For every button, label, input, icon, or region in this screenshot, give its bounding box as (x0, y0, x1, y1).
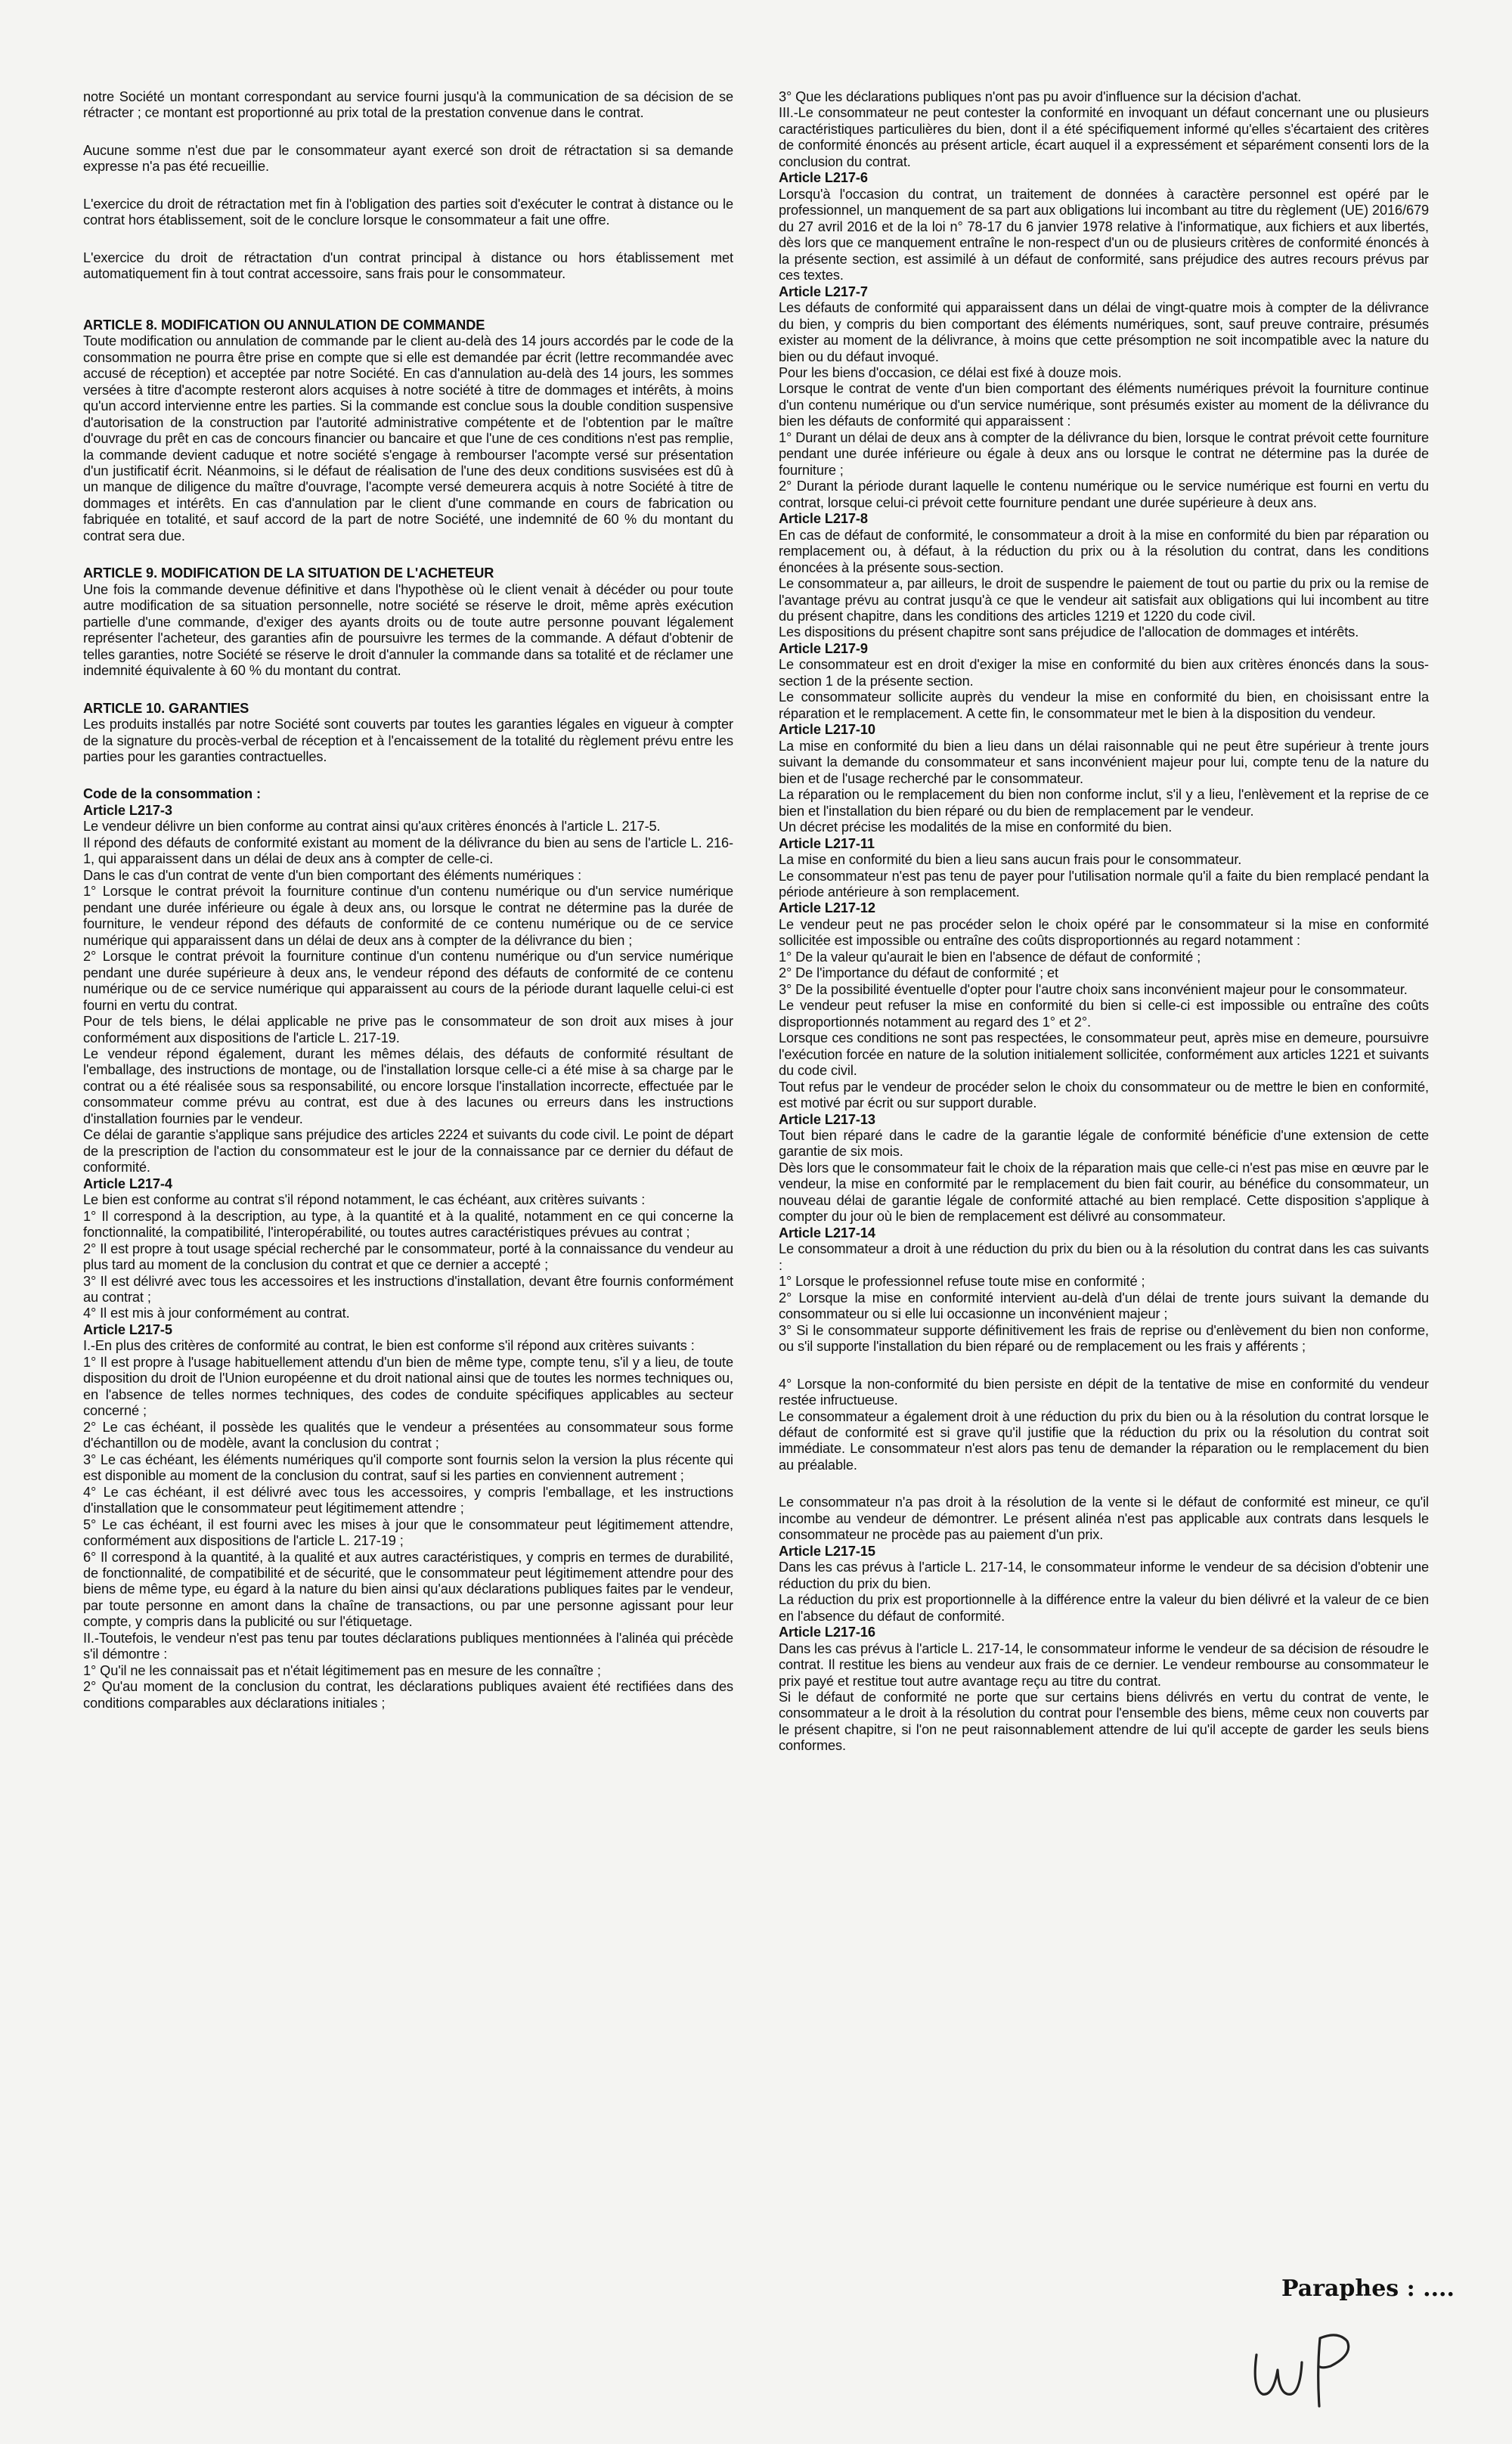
paragraph: Dans le cas d'un contrat de vente d'un bien comportant des éléments numériques : (83, 867, 582, 883)
paragraph: Le consommateur a droit à une réduction du prix du bien ou à la résolution du contrat dans les cas suivants : (779, 1241, 1429, 1273)
section-subheading: Article L217-12 (779, 900, 875, 916)
paragraph: Le vendeur délivre un bien conforme au contrat ainsi qu'aux critères énoncés à l'article L. 217-5. (83, 819, 661, 835)
paragraph: Tout refus par le vendeur de procéder selon le choix du consommateur ou de mettre le bien en conformité, est motivé par écrit ou sur support durable. (779, 1079, 1429, 1111)
section-subheading: Article L217-6 (779, 170, 868, 186)
spacer (83, 229, 733, 250)
section-subheading: Article L217-15 (779, 1543, 875, 1559)
paragraph: La réparation ou le remplacement du bien non conforme inclut, s'il y a lieu, l'enlèvement et la reprise de ce bien et l'installation du bien réparé ou du bien de remplacement par le vendeur. (779, 787, 1429, 819)
paragraph: Lorsque ces conditions ne sont pas respectées, le consommateur peut, après mise en demeure, poursuivre l'exécution forcée en nature de la solution initialement sollicitée, conformément aux articles 1221 et suivants du code civil. (779, 1030, 1429, 1079)
paragraph: Les défauts de conformité qui apparaissent dans un délai de vingt-quatre mois à compter de la délivrance du bien, y compris du bien comportant des éléments numériques, sont, sauf preuve contraire, présumés exister au moment de la délivrance, à moins que cette présomption ne soit incompatible avec la nature du bien ou du défaut invoqué. (779, 300, 1429, 364)
paragraph: notre Société un montant correspondant au service fourni jusqu'à la communication de sa décision de se rétracter ; ce montant est proportionné au prix total de la prestation convenue dans le contrat. (83, 89, 733, 121)
paragraph: Les dispositions du présent chapitre sont sans préjudice de l'allocation de dommages et intérêts. (779, 624, 1359, 640)
section-subheading: Article L217-16 (779, 1625, 875, 1640)
paragraph: 4° Il est mis à jour conformément au contrat. (83, 1306, 350, 1321)
paragraph: Ce délai de garantie s'applique sans préjudice des articles 2224 et suivants du code civil. Le point de départ de la prescription de l'action du consommateur est le jour de la connaissance par ce dernier du défaut de conformité. (83, 1127, 733, 1176)
spacer (83, 175, 733, 197)
spacer (779, 1473, 1429, 1495)
paragraph: Le consommateur sollicite auprès du vendeur la mise en conformité du bien, en choisissant entre la réparation et le remplacement. A cette fin, le consommateur met le bien à la disposition du vendeur. (779, 689, 1429, 721)
paragraph: 3° Si le consommateur supporte définitivement les frais de reprise ou d'enlèvement du bien non conforme, ou s'il supporte l'installation du bien réparé ou de remplacement ou les frais y afférents ; (779, 1322, 1429, 1355)
paragraph: Lorsque le contrat de vente d'un bien comportant des éléments numériques prévoit la fourniture continue d'un contenu numérique ou d'un service numérique, sont présumés exister au moment de la délivrance du bien les défauts de conformité qui apparaissent : (779, 381, 1429, 429)
paragraph: 2° Lorsque le contrat prévoit la fourniture continue d'un contenu numérique ou d'un service numérique pendant une durée supérieure à deux ans, le vendeur répond des défauts de conformité de ce contenu numérique ou de ce service numérique qui apparaissent au cours de la période durant laquelle celui-ci est fourni en vertu du contrat. (83, 949, 733, 1013)
paragraph: 3° De la possibilité éventuelle d'opter pour l'autre choix sans inconvénient majeur pour le consommateur. (779, 981, 1408, 997)
paragraph: III.-Le consommateur ne peut contester la conformité en invoquant un défaut concernant une ou plusieurs caractéristiques particulières du bien, dont il a été spécifiquement informé qu'elles s'écartaient des critères de conformité énoncés au présent article, écart auquel il a expressément et séparément consenti lors de la conclusion du contrat. (779, 105, 1429, 169)
paragraph: Dans les cas prévus à l'article L. 217-14, le consommateur informe le vendeur de sa décision de résoudre le contrat. Il restitue les biens au vendeur aux frais de ce dernier. Le vendeur rembourse au consommateur le prix payé et restitue tout autre avantage reçu au titre du contrat. (779, 1640, 1429, 1689)
paragraph: Le consommateur a, par ailleurs, le droit de suspendre le paiement de tout ou partie du prix ou la remise de l'avantage prévu au contrat jusqu'à ce que le vendeur ait satisfait aux obligations qui lui incombent au titre du présent chapitre, dans les conditions des articles 1219 et 1220 du code civil. (779, 576, 1429, 624)
paragraph: I.-En plus des critères de conformité au contrat, le bien est conforme s'il répond aux critères suivants : (83, 1338, 695, 1354)
paragraph: 3° Le cas échéant, les éléments numériques qu'il comporte sont fournis selon la version la plus récente qui est disponible au moment de la conclusion du contrat, sauf si les parties en conviennent autrement ; (83, 1451, 733, 1484)
paragraph: Le vendeur répond également, durant les mêmes délais, des défauts de conformité résultant de l'emballage, des instructions de montage, ou de l'installation lorsque celle-ci a été mise à sa charge par le contrat ou a été réalisée sous sa responsabilité, ou encore lorsque l'installation incorrecte, effectuée par le consommateur comme prévu au contrat, est due à des lacunes ou erreurs dans les instructions d'installation fournies par le vendeur. (83, 1045, 733, 1126)
paragraph: 1° Qu'il ne les connaissait pas et n'était légitimement pas en mesure de les connaître ; (83, 1662, 601, 1678)
paragraph: Pour les biens d'occasion, ce délai est fixé à douze mois. (779, 364, 1122, 380)
section-subheading: Article L217-4 (83, 1176, 172, 1191)
paragraph: Toute modification ou annulation de commande par le client au-delà des 14 jours accordés par le code de la consommation ne pourra être prise en compte que si elle est demandée par écrit (lettre recommandée avec accusé de réception) et acceptée par notre Société. En cas d'annulation au-delà des 14 jours, les sommes versées à titre d'acompte resteront alors acquises à notre société à titre de dommages et intérêts, à moins qu'un accord intervienne entre les parties. Si la commande est conclue sous la double condition suspensive d'autorisation de la construction par l'autorité administrative compétente et de l'obtention par le maître d'ouvrage du prêt en cas de concours financier ou bancaire et que l'une de ces conditions n'est pas remplie, la commande devient caduque et notre société s'engage à rembourser l'acompte versé sur présentation d'un justificatif écrit. Néanmoins, si le défaut de réalisation de l'une des deux conditions susvisées est dû à un manque de diligence du maître d'ouvrage, l'acompte versé demeurera acquis à notre Société à titre de dommages et intérêts. En cas d'annulation par le client d'une commande en cours de fabrication ou fabriquée en totalité, et sauf accord de la part de notre Société, une indemnité de 60 % du montant du contrat sera due. (83, 333, 733, 544)
section-subheading: Article L217-7 (779, 283, 868, 299)
section-subheading: Article L217-14 (779, 1225, 875, 1241)
paragraph: Le vendeur peut ne pas procéder selon le choix opéré par le consommateur si la mise en conformité sollicitée est impossible ou entraîne des coûts disproportionnés au regard notamment : (779, 916, 1429, 949)
paragraph: 1° Lorsque le contrat prévoit la fourniture continue d'un contenu numérique ou d'un service numérique pendant une durée inférieure ou égale à deux ans, ou lorsque le contrat ne détermine pas la durée de fourniture, le vendeur répond des défauts de conformité de ce contenu numérique ou de ce service numérique qui apparaissent dans un délai de deux ans à compter de la délivrance du bien ; (83, 884, 733, 948)
section-subheading: Article L217-5 (83, 1321, 172, 1337)
paragraph: II.-Toutefois, le vendeur n'est pas tenu par toutes déclarations publiques mentionnées à l'alinéa qui précède s'il démontre : (83, 1630, 733, 1662)
paragraph: Il répond des défauts de conformité existant au moment de la délivrance du bien au sens de l'article L. 216-1, qui apparaissent dans un délai de deux ans à compter de celle-ci. (83, 835, 733, 867)
paragraph: Si le défaut de conformité ne porte que sur certains biens délivrés en vertu du contrat de vente, le consommateur a le droit à la résolution du contrat pour l'ensemble des biens, même ceux non couverts par le présent chapitre, si l'on ne peut raisonnablement attendre de lui qu'il accepte de garder les seuls biens conformes. (779, 1690, 1429, 1754)
right-column (779, 89, 1429, 2444)
paragraph: Le vendeur peut refuser la mise en conformité du bien si celle-ci est impossible ou entraîne des coûts disproportionnés notamment au regard des 1° et 2°. (779, 998, 1429, 1030)
paragraph: 1° Durant un délai de deux ans à compter de la délivrance du bien, lorsque le contrat prévoit cette fourniture pendant une durée inférieure ou égale à deux ans ou lorsque le contrat ne détermine pas la durée de fourniture ; (779, 429, 1429, 478)
paragraph: 1° Il correspond à la description, au type, à la quantité et à la qualité, notamment en ce qui concerne la fonctionnalité, la compatibilité, l'interopérabilité, ou toutes autres caractéristiques prévues au contrat ; (83, 1208, 733, 1241)
paragraph: 2° De l'importance du défaut de conformité ; et (779, 965, 1059, 981)
paragraph: 4° Le cas échéant, il est délivré avec tous les accessoires, y compris l'emballage, et les instructions d'installation que le consommateur peut légitimement attendre ; (83, 1484, 733, 1516)
paragraph: 1° Il est propre à l'usage habituellement attendu d'un bien de même type, compte tenu, s'il y a lieu, de toute disposition du droit de l'Union européenne et du droit national ainsi que de toutes les normes techniques ou, en l'absence de telles normes techniques, des codes de conduite spécifiques applicables au secteur concerné ; (83, 1354, 733, 1419)
paragraph: Dans les cas prévus à l'article L. 217-14, le consommateur informe le vendeur de sa décision d'obtenir une réduction du prix du bien. (779, 1560, 1429, 1591)
article-heading: ARTICLE 9. MODIFICATION DE LA SITUATION DE L'ACHETEUR (83, 565, 494, 581)
paragraph: Aucune somme n'est due par le consommateur ayant exercé son droit de rétractation si sa demande expresse n'a pas été recueillie. (83, 142, 733, 175)
spacer (83, 283, 733, 318)
paragraph: 2° Il est propre à tout usage spécial recherché par le consommateur, porté à la connaissance du vendeur au plus tard au moment de la conclusion du contrat et que ce dernier a accepté ; (83, 1241, 733, 1273)
paragraph: Une fois la commande devenue définitive et dans l'hypothèse où le client venait à décéder ou pour toute autre modification de sa situation personnelle, notre société se réserve le droit, même après exécution partielle d'une commande, d'exiger des ayants droits ou de toute autre personne pouvant légalement représenter l'acheteur, des garanties afin de poursuivre les termes de la commande. A défaut d'obtenir de telles garanties, notre Société se réserve le droit d'annuler la commande dans sa totalité et de réclamer une indemnité équivalente à 60 % du montant du contrat. (83, 581, 733, 679)
paragraph: Le consommateur n'a pas droit à la résolution de la vente si le défaut de conformité est mineur, ce qu'il incombe au vendeur de démontrer. Le présent alinéa n'est pas applicable aux contrats dans lesquels le consommateur ne procède pas au paiement d'un prix. (779, 1495, 1429, 1543)
section-subheading: Article L217-10 (779, 722, 875, 738)
paraphes-label: Paraphes : .... (1281, 2275, 1455, 2302)
paragraph: La mise en conformité du bien a lieu sans aucun frais pour le consommateur. (779, 852, 1242, 868)
spacer (83, 765, 733, 786)
paragraph: Dès lors que le consommateur fait le choix de la réparation mais que celle-ci n'est pas mise en œuvre par le vendeur, la mise en conformité par le remplacement du bien fait courir, au bénéfice du consommateur, un nouveau délai de garantie légale de conformité attaché au bien remplacé. Cette disposition s'applique à compter du jour où le bien de remplacement est délivré au consommateur. (779, 1160, 1429, 1225)
section-subheading: Article L217-9 (779, 640, 868, 656)
paragraph: 1° De la valeur qu'aurait le bien en l'absence de défaut de conformité ; (779, 949, 1201, 965)
paragraph: Un décret précise les modalités de la mise en conformité du bien. (779, 819, 1173, 835)
paragraph: Les produits installés par notre Société sont couverts par toutes les garanties légales en vigueur à compter de la signature du procès-verbal de réception et à l'encaissement de la totalité du règlement prévu entre les parties pour les garanties contractuelles. (83, 717, 733, 764)
paragraph: Le consommateur n'est pas tenu de payer pour l'utilisation normale qu'il a faite du bien remplacé pendant la période antérieure à son remplacement. (779, 868, 1429, 900)
paragraph: L'exercice du droit de rétractation met fin à l'obligation des parties soit d'exécuter le contrat à distance ou le contrat hors établissement, soit de le conclure lorsque le consommateur a fait une offre. (83, 196, 733, 228)
paragraph: 5° Le cas échéant, il est fourni avec les mises à jour que le consommateur peut légitimement attendre, conformément aux dispositions de l'article L. 217-19 ; (83, 1516, 733, 1549)
article-heading: ARTICLE 10. GARANTIES (83, 700, 249, 716)
paragraph: 4° Lorsque la non-conformité du bien persiste en dépit de la tentative de mise en conformité du vendeur restée infructueuse. (779, 1376, 1429, 1408)
article-heading: ARTICLE 8. MODIFICATION OU ANNULATION DE COMMANDE (83, 317, 485, 333)
section-subheading: Article L217-8 (779, 511, 868, 527)
section-subheading: Article L217-13 (779, 1111, 875, 1127)
paragraph: Tout bien réparé dans le cadre de la garantie légale de conformité bénéficie d'une extension de cette garantie de six mois. (779, 1128, 1429, 1160)
paragraph: 3° Il est délivré avec tous les accessoires et les instructions d'installation, devant être fournis conformément au contrat ; (83, 1273, 733, 1305)
spacer (83, 122, 733, 143)
section-subheading: Article L217-3 (83, 802, 172, 818)
paragraph: Le consommateur a également droit à une réduction du prix du bien ou à la résolution du contrat lorsque le défaut de conformité est si grave qu'il justifie que la réduction du prix ou la résolution du contrat soit immédiate. Le consommateur n'est alors pas tenu de demander la réparation ou le remplacement du bien au préalable. (779, 1408, 1429, 1473)
paragraph: 6° Il correspond à la quantité, à la qualité et aux autres caractéristiques, y compris en termes de durabilité, de fonctionnalité, de compatibilité et de sécurité, que le consommateur peut légitimement attendre pour des biens de même type, eu égard à la nature du bien ainsi qu'aux déclarations publiques faites par le vendeur, par toute personne en amont dans la chaîne de transactions, ou par une personne agissant pour leur compte, y compris dans la publicité ou sur l'étiquetage. (83, 1549, 733, 1630)
paragraph: 3° Que les déclarations publiques n'ont pas pu avoir d'influence sur la décision d'achat. (779, 89, 1302, 104)
section-subheading: Code de la consommation : (83, 786, 261, 802)
paragraph: En cas de défaut de conformité, le consommateur a droit à la mise en conformité du bien par réparation ou remplacement ou, à défaut, à la réduction du prix ou à la résolution du contrat, dans les conditions énoncées à la présente sous-section. (779, 527, 1429, 575)
paragraph: 2° Lorsque la mise en conformité intervient au-delà d'un délai de trente jours suivant la demande du consommateur ou si elle lui occasionne un inconvénient majeur ; (779, 1290, 1429, 1322)
paragraph: Pour de tels biens, le délai applicable ne prive pas le consommateur de son droit aux mises à jour conformément aux dispositions de l'article L. 217-19. (83, 1014, 733, 1045)
paragraph: Le consommateur est en droit d'exiger la mise en conformité du bien aux critères énoncés dans la sous-section 1 de la présente section. (779, 657, 1429, 689)
paragraph: Lorsqu'à l'occasion du contrat, un traitement de données à caractère personnel est opéré par le professionnel, un manquement de sa part aux obligations lui incombant au titre du règlement (UE) 2016/679 du 27 avril 2016 et de la loi n° 78-17 du 6 janvier 1978 relative à l'informatique, aux fichiers et aux libertés, dès lors que ce manquement entraîne le non-respect d'un ou de plusieurs critères de conformité énoncés à la présente section, est assimilé à un défaut de conformité, sans préjudice des autres recours prévus par ces textes. (779, 186, 1429, 283)
spacer (83, 544, 733, 565)
paragraph: Le bien est conforme au contrat s'il répond notamment, le cas échéant, aux critères suivants : (83, 1192, 646, 1208)
section-subheading: Article L217-11 (779, 835, 875, 851)
spacer (779, 1355, 1429, 1377)
paragraph: 2° Qu'au moment de la conclusion du contrat, les déclarations publiques avaient été rectifiées dans des conditions comparables aux déclarations initiales ; (83, 1679, 733, 1711)
paragraph: L'exercice du droit de rétractation d'un contrat principal à distance ou hors établissement met automatiquement fin à tout contrat accessoire, sans frais pour le consommateur. (83, 249, 733, 282)
paragraph: 2° Le cas échéant, il possède les qualités que le vendeur a présentées au consommateur sous forme d'échantillon ou de modèle, avant la conclusion du contrat ; (83, 1419, 733, 1451)
paragraph: 2° Durant la période durant laquelle le contenu numérique ou le service numérique est fourni en vertu du contrat, lorsque celui-ci prévoit cette fourniture pendant une durée supérieure à deux ans. (779, 479, 1429, 510)
left-column (83, 89, 733, 2444)
handwritten-initials (1247, 2325, 1376, 2415)
paragraph: La réduction du prix est proportionnelle à la différence entre la valeur du bien délivré et la valeur de ce bien en l'absence du défaut de conformité. (779, 1592, 1429, 1624)
paragraph: La mise en conformité du bien a lieu dans un délai raisonnable qui ne peut être supérieur à trente jours suivant la demande du consommateur et sans inconvénient majeur pour lui, compte tenu de la nature du bien et de l'usage recherché par le consommateur. (779, 738, 1429, 786)
spacer (83, 680, 733, 701)
paragraph: 1° Lorsque le professionnel refuse toute mise en conformité ; (779, 1274, 1145, 1290)
